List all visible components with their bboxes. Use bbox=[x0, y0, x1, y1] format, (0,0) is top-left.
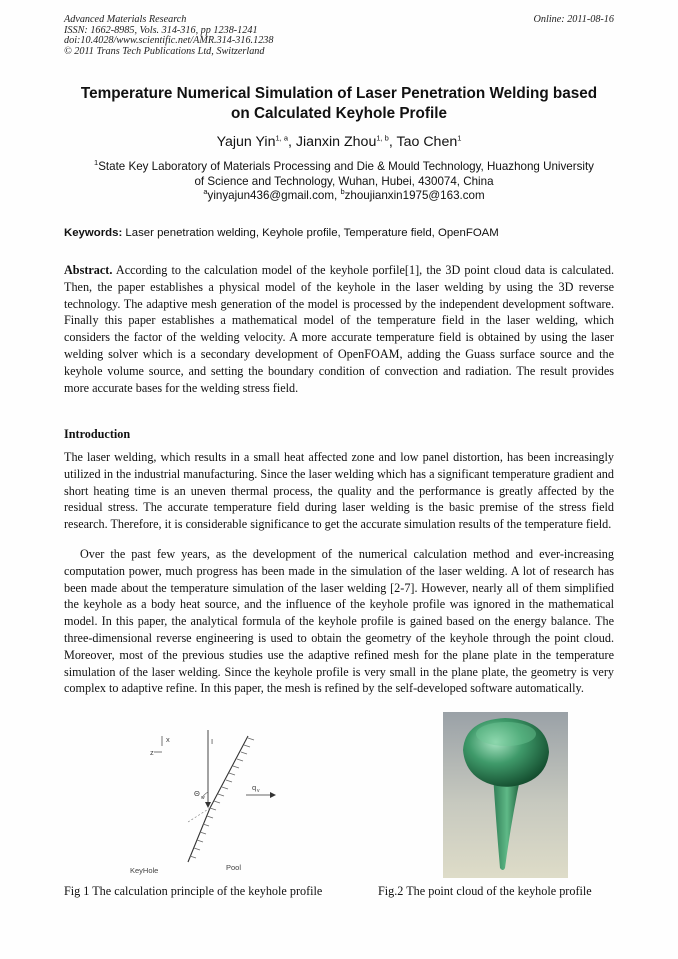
keywords-text: Laser penetration welding, Keyhole profile, Temperature field, OpenFOAM bbox=[125, 227, 499, 239]
doi-line: doi:10.4028/www.scientific.net/AMR.314-316.1238 bbox=[64, 35, 274, 47]
abstract-label: Abstract. bbox=[64, 263, 113, 277]
velocity-q-subscript: v bbox=[257, 788, 260, 794]
pool-hatching bbox=[190, 738, 257, 858]
email-a[interactable]: yinyajun436@gmail.com, bbox=[207, 189, 341, 202]
author-2: Jianxin Zhou bbox=[295, 134, 377, 150]
online-date: Online: 2011-08-16 bbox=[533, 14, 614, 25]
keyhole-opening-highlight bbox=[476, 722, 536, 746]
email-a-marker: a bbox=[203, 187, 208, 197]
author-1: Yajun Yin bbox=[216, 134, 276, 150]
intro-paragraph-1: The laser welding, which results in a small heat affected zone and low panel distortion, has been increasingly utilized in the industrial manufacturing. Since the laser welding which has a significant temperature gradient and short heating time is an uneven thermal process, the quality and the performance is greatly affected by the residual stress. The accurate temperature field during laser welding is the basic premise of the stress field research. Therefore, it is considerable significance to get the accurate simulation results of the temperature field. bbox=[64, 450, 614, 532]
author-list: Yajun Yin$^{1, a}$, Jianxin Zhou$^{1, b}$, Tao Chen$^1$ bbox=[216, 133, 462, 150]
velocity-arrowhead bbox=[270, 792, 276, 798]
keywords-label: Keywords: bbox=[64, 227, 123, 239]
author-3: Tao Chen bbox=[396, 134, 458, 150]
keyhole-label: KeyHole bbox=[130, 866, 159, 875]
z-axis-label: z bbox=[150, 748, 154, 757]
title-line-1: Temperature Numerical Simulation of Laser Penetration Welding based bbox=[80, 85, 598, 102]
email-b-marker: b bbox=[340, 187, 345, 197]
abstract bbox=[64, 262, 614, 396]
paper-title bbox=[54, 84, 624, 124]
author-2-affil: 1, b bbox=[376, 133, 389, 143]
title-line-2: on Calculated Keyhole Profile bbox=[231, 105, 447, 122]
keywords bbox=[64, 227, 624, 239]
issn-line: ISSN: 1662-8985, Vols. 314-316, pp 1238-1241 bbox=[64, 24, 258, 36]
affiliation-marker: 1 bbox=[94, 158, 99, 168]
intro-paragraph-2: Over the past few years, as the development of the numerical calculation method and ever-increasing computation power, much progress has been made in the simulation of the laser welding. A lot of research has been made about the temperature simulation of the laser welding [2-7]. However, nearly all of them simplified the keyhole as a body heat source, and the influence of the keyhole profile was ignored in the mathematical model. In this paper, the analytical formula of the keyhole profile is gained based on the energy balance. The three-dimensional reverse engineering is used to obtain the geometry of the keyhole through the point cloud. Moreover, most of the previous studies use the adaptive refined mesh for the plane plate in the temperature simulation of the laser welding. Since the keyhole profile is very small in the plane plate, the geometry is very complex to adaptive refine. In this paper, the mesh is refined by the self-developed software automatically. bbox=[64, 547, 614, 696]
author-3-affil: 1 bbox=[457, 133, 462, 143]
angle-theta-subscript: w bbox=[201, 795, 205, 801]
email-line bbox=[64, 189, 624, 204]
affiliation-line-1: State Key Laboratory of Materials Processing and Die & Mould Technology, Huazhong University bbox=[98, 160, 594, 173]
journal-header bbox=[64, 15, 273, 57]
laser-intensity-label: I bbox=[211, 737, 214, 746]
journal-name: Advanced Materials Research bbox=[64, 14, 187, 25]
figure-2-caption: Fig.2 The point cloud of the keyhole profile bbox=[378, 884, 592, 898]
author-1-affil: 1, a bbox=[275, 133, 288, 143]
angle-theta-label: Θ bbox=[194, 789, 200, 798]
copyright-line: © 2011 Trans Tech Publications Ltd, Switzerland bbox=[64, 45, 265, 57]
figure-2-keyhole-render bbox=[443, 712, 568, 878]
figure-1-diagram bbox=[128, 730, 318, 878]
email-b[interactable]: zhoujianxin1975@163.com bbox=[344, 189, 485, 202]
velocity-q-label: q bbox=[252, 783, 257, 792]
figure-1-caption: Fig 1 The calculation principle of the keyhole profile bbox=[64, 884, 323, 898]
section-heading-introduction: Introduction bbox=[64, 427, 131, 441]
abstract-text: According to the calculation model of the keyhole porfile[1], the 3D point cloud data is calculated. Then, the paper establishes a physical model of the keyhole in the laser welding by using the 3D reverse technology. The adaptive mesh generation of the model is processed by the independent development software. Finally this paper establishes a mathematical model of the temperature field in the laser welding, which considers the factor of the welding velocity. A more accurate temperature field is obtained by using the laser welding solver which is a secondary development of OpenFOAM, adding the Guass surface source and the keyhole volume source, and setting the boundary condition of convection and radiation. The result provides more accurate bases for the welding stress field. bbox=[64, 263, 614, 395]
pool-label: Pool bbox=[226, 863, 242, 872]
affiliation bbox=[64, 160, 624, 204]
keyhole-wall bbox=[188, 736, 248, 862]
affiliation-line-2: of Science and Technology, Wuhan, Hubei, 430074, China bbox=[194, 174, 494, 188]
x-axis-label: x bbox=[166, 735, 170, 744]
